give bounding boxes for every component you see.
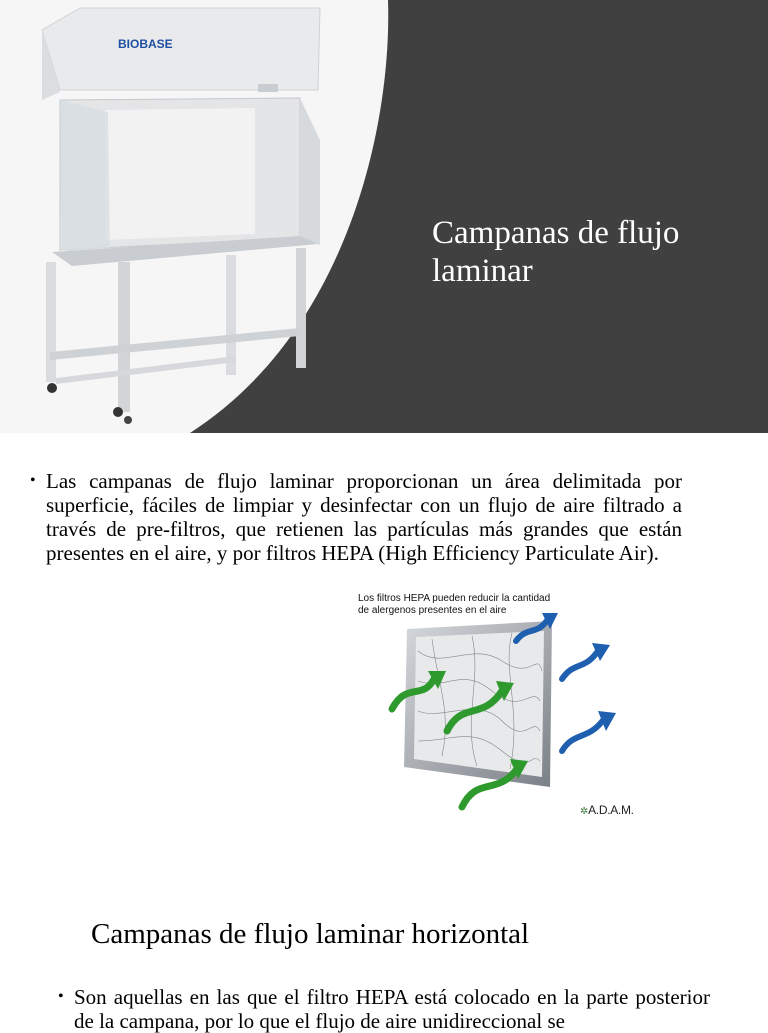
figure-caption: Los filtros HEPA pueden reducir la cantidad de alergenos presentes en el aire [358, 593, 551, 616]
adam-logo [580, 803, 634, 817]
section-heading: Campanas de flujo laminar horizontal [91, 918, 530, 950]
adam-logo-text: A.D.A.M. [588, 803, 634, 817]
bullet-icon: • [30, 472, 36, 489]
title-slide [0, 0, 768, 433]
bullet-text: Las campanas de flujo laminar proporcionan un área delimitada por superficie, fáciles de limpiar y desinfectar con un flujo de aire filtrado a través de pre-filtros, que retienen las partículas más grandes que están presentes en el aire, y por filtros HEPA (High Efficiency Particulate Air). [46, 469, 682, 565]
content-slide [0, 433, 768, 1033]
hepa-filter-illustration [352, 591, 642, 827]
bullet-item [30, 469, 682, 565]
brand-label: BIOBASE [118, 37, 173, 51]
adam-leaf-icon: ✲ [580, 806, 589, 817]
bullet-item [58, 985, 710, 1033]
bullet-icon: • [58, 988, 64, 1005]
slide-title: Campanas de flujo laminar [432, 215, 680, 289]
bullet-text: Son aquellas en las que el filtro HEPA está colocado en la parte posterior de la campana, por lo que el flujo de aire unidireccional se [74, 985, 710, 1033]
